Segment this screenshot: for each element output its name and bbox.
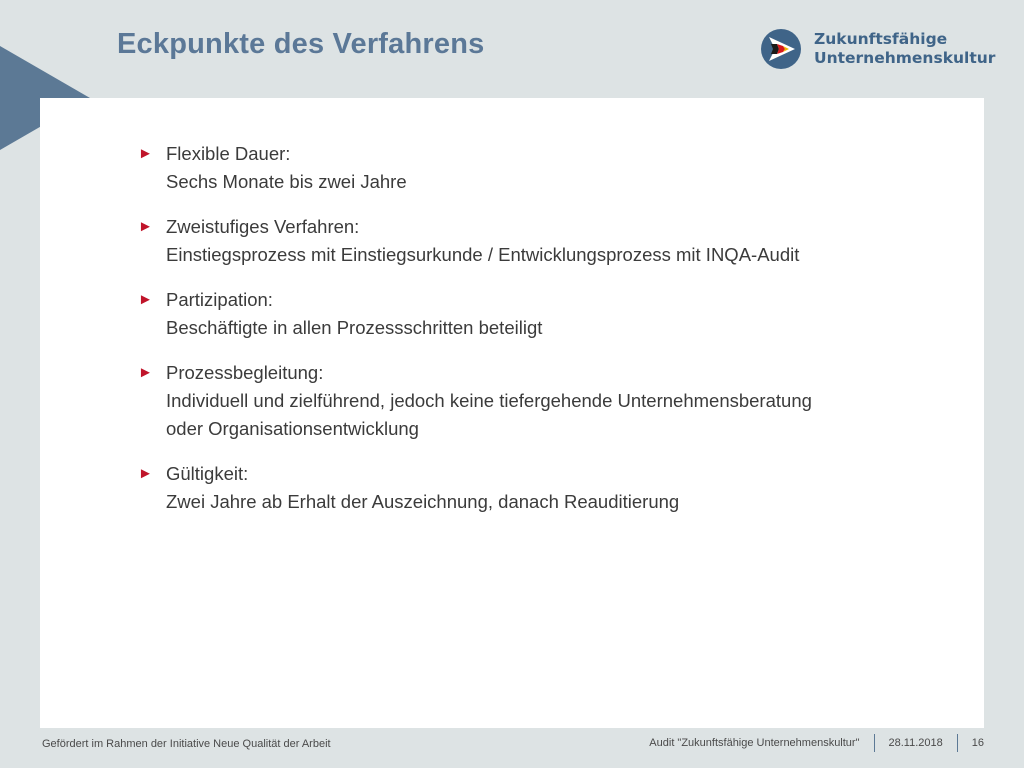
footer-audit-label: Audit "Zukunftsfähige Unternehmenskultur" bbox=[649, 737, 860, 749]
bullet-heading: Prozessbegleitung: bbox=[166, 362, 324, 383]
bullet-detail: Individuell und zielführend, jedoch keine tiefergehende Unternehmensberatung bbox=[166, 390, 812, 411]
footer-separator bbox=[957, 734, 958, 752]
logo-arrow-circle-icon bbox=[760, 28, 802, 70]
bullet-detail: Beschäftigte in allen Prozessschritten beteiligt bbox=[166, 317, 543, 338]
bullet-heading: Zweistufiges Verfahren: bbox=[166, 216, 360, 237]
footer-separator bbox=[874, 734, 875, 752]
bullet-triangle-icon: ► bbox=[138, 364, 153, 381]
footer-date: 28.11.2018 bbox=[888, 737, 943, 749]
list-item bbox=[138, 286, 812, 342]
bullet-triangle-icon: ► bbox=[138, 218, 153, 235]
footer-meta bbox=[649, 733, 984, 753]
bullet-detail: Zwei Jahre ab Erhalt der Auszeichnung, danach Reauditierung bbox=[166, 491, 680, 512]
bullet-detail: Einstiegsprozess mit Einstiegsurkunde / Entwicklungsprozess mit INQA-Audit bbox=[166, 244, 800, 265]
bullet-heading: Partizipation: bbox=[166, 289, 273, 310]
bullet-heading: Flexible Dauer: bbox=[166, 143, 291, 164]
content-panel bbox=[40, 98, 984, 728]
slide-title: Eckpunkte des Verfahrens bbox=[117, 28, 485, 60]
bullet-triangle-icon: ► bbox=[138, 291, 153, 308]
bullet-triangle-icon: ► bbox=[138, 145, 153, 162]
bullet-list bbox=[138, 140, 812, 533]
list-item bbox=[138, 140, 812, 196]
bullet-detail: oder Organisationsentwicklung bbox=[166, 418, 419, 439]
list-item bbox=[138, 460, 812, 516]
list-item bbox=[138, 359, 812, 443]
bullet-heading: Gültigkeit: bbox=[166, 463, 249, 484]
logo-line-1: Zukunftsfähige bbox=[814, 30, 948, 48]
logo-text bbox=[814, 30, 995, 68]
logo-line-2: Unternehmenskultur bbox=[814, 49, 996, 67]
bullet-triangle-icon: ► bbox=[138, 465, 153, 482]
footer-funding-note: Gefördert im Rahmen der Initiative Neue Qualität der Arbeit bbox=[42, 738, 331, 750]
logo bbox=[760, 26, 1000, 74]
page-number: 16 bbox=[971, 737, 984, 749]
list-item bbox=[138, 213, 812, 269]
bullet-detail: Sechs Monate bis zwei Jahre bbox=[166, 171, 407, 192]
